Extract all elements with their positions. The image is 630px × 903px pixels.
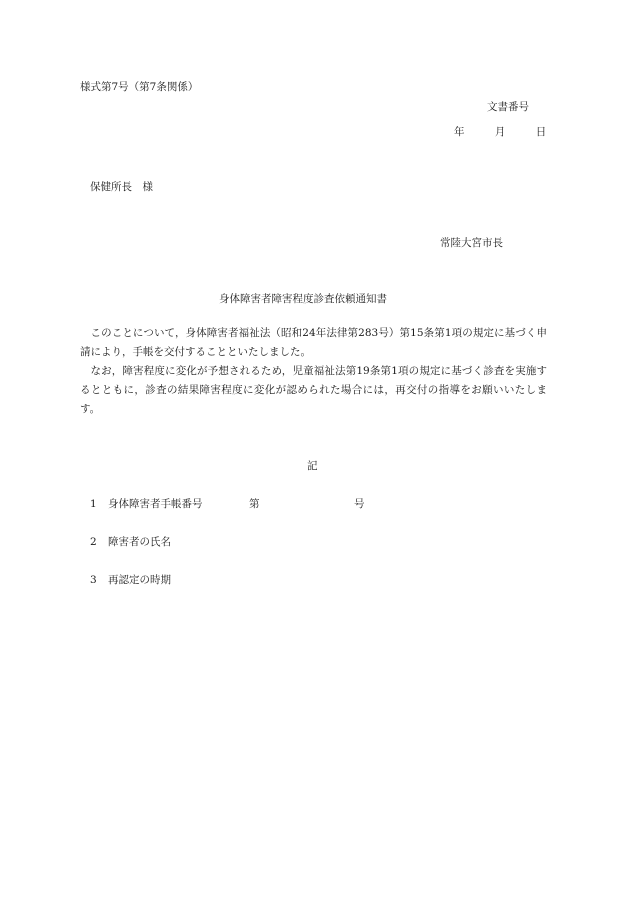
date-month-label: 月 [494, 126, 506, 138]
handbook-number-suffix: 号 [354, 498, 365, 510]
document-number-label: 文書番号 [487, 101, 529, 113]
date-day-label: 日 [535, 126, 547, 138]
item-label: 身体障害者手帳番号 [108, 498, 203, 510]
item-number: 2 [90, 536, 97, 548]
body-paragraph: このことについて，身体障害者福祉法（昭和24年法律第283号）第15条第1項の規定に基づく申請により，手帳を交付することといたしました。 [80, 327, 547, 358]
item-label: 障害者の氏名 [108, 536, 171, 548]
list-item [90, 575, 97, 586]
item-label: 再認定の時期 [108, 574, 171, 586]
body-paragraph: なお，障害程度に変化が予想されるため，児童福祉法第19条第1項の規定に基づく診査を実施するとともに，診査の結果障害程度に変化が認められた場合には，再交付の指導をお願いいたします。 [80, 365, 547, 415]
list-item [90, 499, 97, 510]
list-item [90, 537, 97, 548]
sender: 常陸大宮市長 [440, 237, 503, 249]
item-number: 3 [90, 574, 97, 586]
item-number: 1 [90, 498, 97, 510]
addressee: 保健所長 様 [90, 181, 153, 193]
handbook-number-prefix: 第 [249, 498, 260, 510]
date-line [454, 127, 546, 138]
form-label: 様式第7号（第7条関係） [80, 81, 199, 93]
date-year-label: 年 [454, 126, 465, 138]
ki-heading: 記 [307, 460, 318, 472]
document-title: 身体障害者障害程度診査依頼通知書 [219, 293, 387, 305]
